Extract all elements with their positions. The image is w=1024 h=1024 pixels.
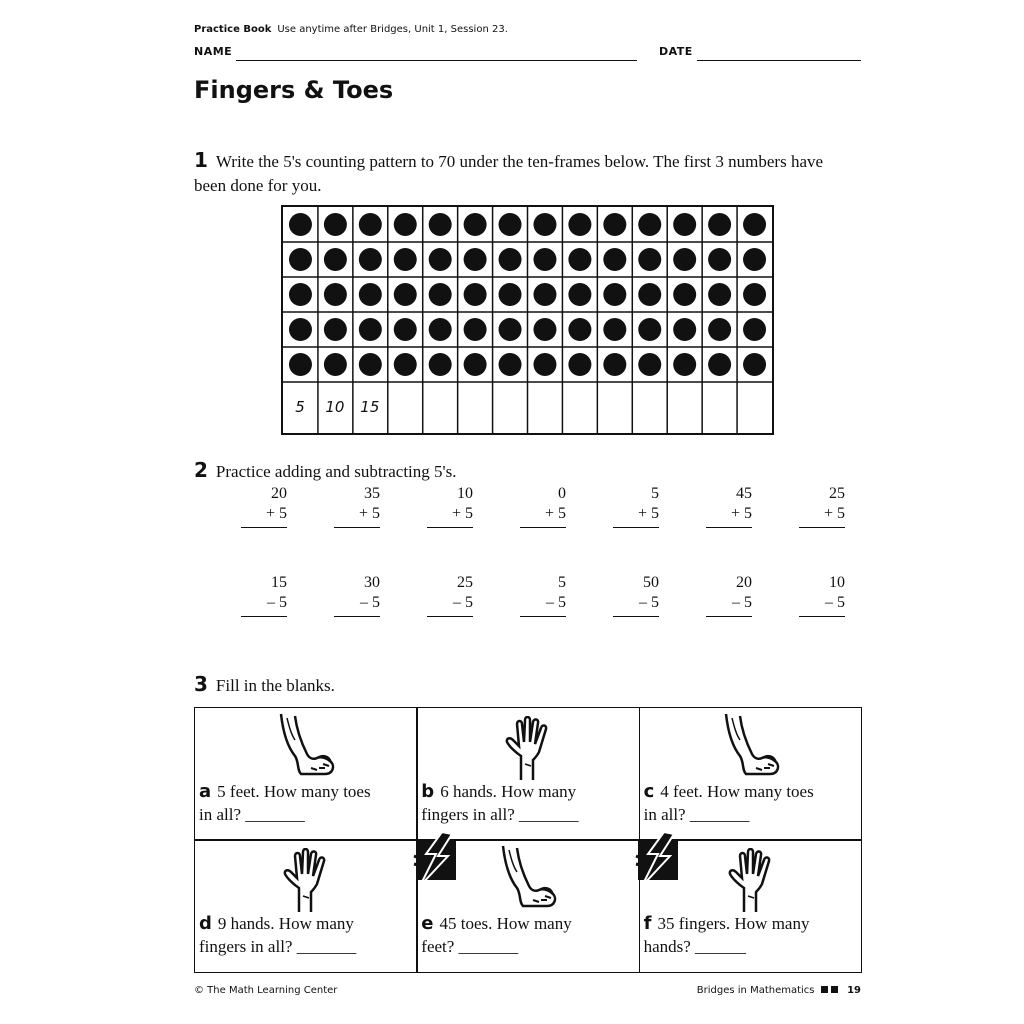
problem-operator: – 5 xyxy=(732,594,752,611)
copyright: © The Math Learning Center xyxy=(194,985,338,996)
session-note: Use anytime after Bridges, Unit 1, Session 23. xyxy=(277,24,508,35)
question-line-2[interactable]: in all? _______ xyxy=(643,805,750,824)
question-2-number: 2 xyxy=(194,458,208,482)
ten-frame-dot xyxy=(429,318,452,341)
ten-frame-dot xyxy=(429,213,452,236)
ten-frame-dot xyxy=(603,248,626,271)
arithmetic-problem xyxy=(799,485,845,528)
ten-frame-dot xyxy=(533,213,556,236)
answer-cell[interactable]: 10 xyxy=(325,398,345,416)
series-name: Bridges in Mathematics xyxy=(696,985,815,996)
question-line-1: 9 hands. How many xyxy=(217,914,354,933)
ten-frame-dot xyxy=(394,283,417,306)
question-line-2[interactable]: fingers in all? _______ xyxy=(421,805,579,824)
problem-operator: + 5 xyxy=(730,505,752,522)
ten-frame-dot xyxy=(743,213,766,236)
arithmetic-problem xyxy=(427,574,473,617)
answer-line[interactable] xyxy=(427,527,473,528)
question-1-text: Write the 5's counting pattern to 70 under the ten-frames below. The first 3 numbers have been done for you. xyxy=(194,152,824,195)
question-1 xyxy=(194,148,834,198)
problem-operator: – 5 xyxy=(360,594,380,611)
ten-frame-dot xyxy=(429,283,452,306)
problem-operator: + 5 xyxy=(358,505,380,522)
ten-frame-dot xyxy=(359,248,382,271)
ten-frame-dot xyxy=(673,248,696,271)
fill-in-question xyxy=(644,780,814,826)
ten-frame-dot xyxy=(394,248,417,271)
ten-frame-dot xyxy=(464,213,487,236)
date-field[interactable] xyxy=(697,60,861,61)
problem-operator: – 5 xyxy=(453,594,473,611)
fill-in-cell-c xyxy=(639,707,863,841)
ten-frame-dot xyxy=(429,353,452,376)
practice-book-label: Practice Book xyxy=(194,24,272,35)
item-letter: c xyxy=(643,781,655,802)
problem-operator: – 5 xyxy=(639,594,659,611)
footer-right xyxy=(697,985,861,996)
answer-line[interactable] xyxy=(613,527,659,528)
ten-frame-dot xyxy=(743,283,766,306)
ten-frame-dot xyxy=(568,213,591,236)
question-line-1: 45 toes. How many xyxy=(439,914,572,933)
ten-frame-dot xyxy=(464,353,487,376)
question-1-number: 1 xyxy=(194,148,208,172)
ten-frame-dot xyxy=(743,318,766,341)
ten-frame-dot xyxy=(638,248,661,271)
answer-line[interactable] xyxy=(706,527,752,528)
item-letter: e xyxy=(421,913,434,934)
ten-frame-dot xyxy=(638,318,661,341)
arithmetic-problem xyxy=(334,574,380,617)
fill-in-cell-a xyxy=(194,707,418,841)
ten-frame-dot xyxy=(359,353,382,376)
page-number: 19 xyxy=(847,985,861,996)
ten-frame-dot xyxy=(708,318,731,341)
question-line-1: 35 fingers. How many xyxy=(657,914,810,933)
ten-frame-dot xyxy=(603,353,626,376)
fill-in-question xyxy=(644,912,810,958)
hand-icon xyxy=(281,848,331,919)
answer-line[interactable] xyxy=(241,616,287,617)
ten-frame-dot xyxy=(289,318,312,341)
item-letter: f xyxy=(643,913,652,934)
problem-top-number: 20 xyxy=(271,485,287,502)
foot-icon xyxy=(718,712,784,787)
problem-top-number: 0 xyxy=(558,485,566,502)
hand-icon xyxy=(726,848,776,919)
ten-frame-dot xyxy=(464,248,487,271)
name-field[interactable] xyxy=(236,60,637,61)
arithmetic-problem xyxy=(706,574,752,617)
problem-operator: + 5 xyxy=(544,505,566,522)
ten-frame-dot xyxy=(394,353,417,376)
ten-frame-dot xyxy=(533,283,556,306)
answer-line[interactable] xyxy=(241,527,287,528)
ten-frame-dot xyxy=(708,213,731,236)
ten-frame-dot xyxy=(324,353,347,376)
problem-top-number: 30 xyxy=(364,574,380,591)
ten-frame-dot xyxy=(394,318,417,341)
problem-operator: – 5 xyxy=(546,594,566,611)
ten-frame-dot xyxy=(708,353,731,376)
problem-top-number: 35 xyxy=(364,485,380,502)
square-icon xyxy=(821,986,828,993)
ten-frame-dot xyxy=(324,283,347,306)
ten-frame-dot xyxy=(743,248,766,271)
question-2 xyxy=(194,458,456,484)
question-line-1: 6 hands. How many xyxy=(440,782,577,801)
problem-top-number: 10 xyxy=(829,574,845,591)
ten-frame-dot xyxy=(673,283,696,306)
problem-operator: – 5 xyxy=(825,594,845,611)
ten-frame-dot xyxy=(568,283,591,306)
answer-line[interactable] xyxy=(520,616,566,617)
problem-operator: – 5 xyxy=(267,594,287,611)
problem-top-number: 45 xyxy=(736,485,752,502)
challenge-lightning-icon xyxy=(412,832,458,886)
question-line-2[interactable]: hands? ______ xyxy=(643,937,747,956)
ten-frame-dot xyxy=(499,213,522,236)
ten-frame-dot xyxy=(673,318,696,341)
ten-frame-dot xyxy=(568,248,591,271)
header-note xyxy=(194,24,508,35)
ten-frame-dot xyxy=(359,213,382,236)
ten-frame-dot xyxy=(359,283,382,306)
ten-frame-dot xyxy=(359,318,382,341)
foot-icon xyxy=(273,712,339,787)
ten-frame-dot xyxy=(429,248,452,271)
ten-frame-dot xyxy=(533,353,556,376)
fill-in-cell-d xyxy=(194,839,418,973)
ten-frame-dot xyxy=(708,248,731,271)
ten-frame-dot xyxy=(673,353,696,376)
answer-line[interactable] xyxy=(706,616,752,617)
arithmetic-problem xyxy=(241,574,287,617)
fill-in-cell-b xyxy=(416,707,640,841)
answer-line[interactable] xyxy=(613,616,659,617)
ten-frame-dot xyxy=(289,248,312,271)
arithmetic-problem xyxy=(706,485,752,528)
problem-top-number: 5 xyxy=(651,485,659,502)
date-label: DATE xyxy=(659,45,693,58)
ten-frame-dot xyxy=(499,283,522,306)
answer-line[interactable] xyxy=(799,527,845,528)
answer-cell[interactable]: 5 xyxy=(295,398,305,416)
foot-icon xyxy=(495,844,561,919)
ten-frame-dot xyxy=(568,318,591,341)
arithmetic-problem xyxy=(613,574,659,617)
question-3 xyxy=(194,672,335,698)
ten-frame-dot xyxy=(603,283,626,306)
question-line-2[interactable]: feet? _______ xyxy=(421,937,519,956)
problem-operator: + 5 xyxy=(451,505,473,522)
question-line-1: 4 feet. How many toes xyxy=(660,782,814,801)
ten-frame-dot xyxy=(603,318,626,341)
answer-line[interactable] xyxy=(334,527,380,528)
ten-frame-dot xyxy=(638,213,661,236)
problem-top-number: 10 xyxy=(457,485,473,502)
problem-top-number: 5 xyxy=(558,574,566,591)
question-3-number: 3 xyxy=(194,672,208,696)
item-letter: b xyxy=(421,781,435,802)
answer-line[interactable] xyxy=(427,616,473,617)
arithmetic-problem xyxy=(520,485,566,528)
challenge-lightning-icon xyxy=(634,832,680,886)
arithmetic-problem xyxy=(799,574,845,617)
question-line-2[interactable]: fingers in all? _______ xyxy=(199,937,357,956)
hand-icon xyxy=(503,716,553,787)
problem-operator: + 5 xyxy=(265,505,287,522)
problem-top-number: 15 xyxy=(271,574,287,591)
answer-line[interactable] xyxy=(520,527,566,528)
ten-frame-dot xyxy=(499,353,522,376)
ten-frame-dot xyxy=(289,353,312,376)
question-2-text: Practice adding and subtracting 5's. xyxy=(215,462,457,481)
square-icon xyxy=(831,986,838,993)
ten-frame-dot xyxy=(603,213,626,236)
ten-frame-dot xyxy=(708,283,731,306)
ten-frame-dot xyxy=(499,318,522,341)
ten-frame-dot xyxy=(638,283,661,306)
arithmetic-problem xyxy=(241,485,287,528)
arithmetic-problem xyxy=(334,485,380,528)
fill-in-question xyxy=(199,780,371,826)
problem-top-number: 50 xyxy=(643,574,659,591)
problem-top-number: 20 xyxy=(736,574,752,591)
ten-frame-dot xyxy=(464,318,487,341)
ten-frame-dot xyxy=(464,283,487,306)
ten-frame-dot xyxy=(289,283,312,306)
answer-line[interactable] xyxy=(334,616,380,617)
ten-frame-dot xyxy=(394,213,417,236)
problem-top-number: 25 xyxy=(829,485,845,502)
ten-frame-dot xyxy=(568,353,591,376)
ten-frame-dot xyxy=(324,318,347,341)
question-line-2[interactable]: in all? _______ xyxy=(199,805,305,824)
page-title: Fingers & Toes xyxy=(194,76,394,104)
item-letter: a xyxy=(199,781,212,802)
ten-frame-dot xyxy=(324,213,347,236)
item-letter: d xyxy=(199,913,212,934)
problem-operator: + 5 xyxy=(637,505,659,522)
arithmetic-problem xyxy=(520,574,566,617)
problem-top-number: 25 xyxy=(457,574,473,591)
fill-in-question xyxy=(421,912,571,958)
ten-frame-dot xyxy=(324,248,347,271)
question-3-text: Fill in the blanks. xyxy=(215,676,335,695)
problem-operator: + 5 xyxy=(823,505,845,522)
arithmetic-problem xyxy=(427,485,473,528)
ten-frame-dot xyxy=(533,248,556,271)
answer-cell[interactable]: 15 xyxy=(360,398,380,416)
ten-frame-dot xyxy=(289,213,312,236)
answer-line[interactable] xyxy=(799,616,845,617)
question-line-1: 5 feet. How many toes xyxy=(217,782,371,801)
fill-in-question xyxy=(199,912,356,958)
ten-frame-dot xyxy=(638,353,661,376)
ten-frame-dot xyxy=(533,318,556,341)
arithmetic-problem xyxy=(613,485,659,528)
name-label: NAME xyxy=(194,45,233,58)
ten-frame-dot xyxy=(743,353,766,376)
ten-frame-dot xyxy=(499,248,522,271)
fill-in-question xyxy=(421,780,578,826)
ten-frame-dot xyxy=(673,213,696,236)
